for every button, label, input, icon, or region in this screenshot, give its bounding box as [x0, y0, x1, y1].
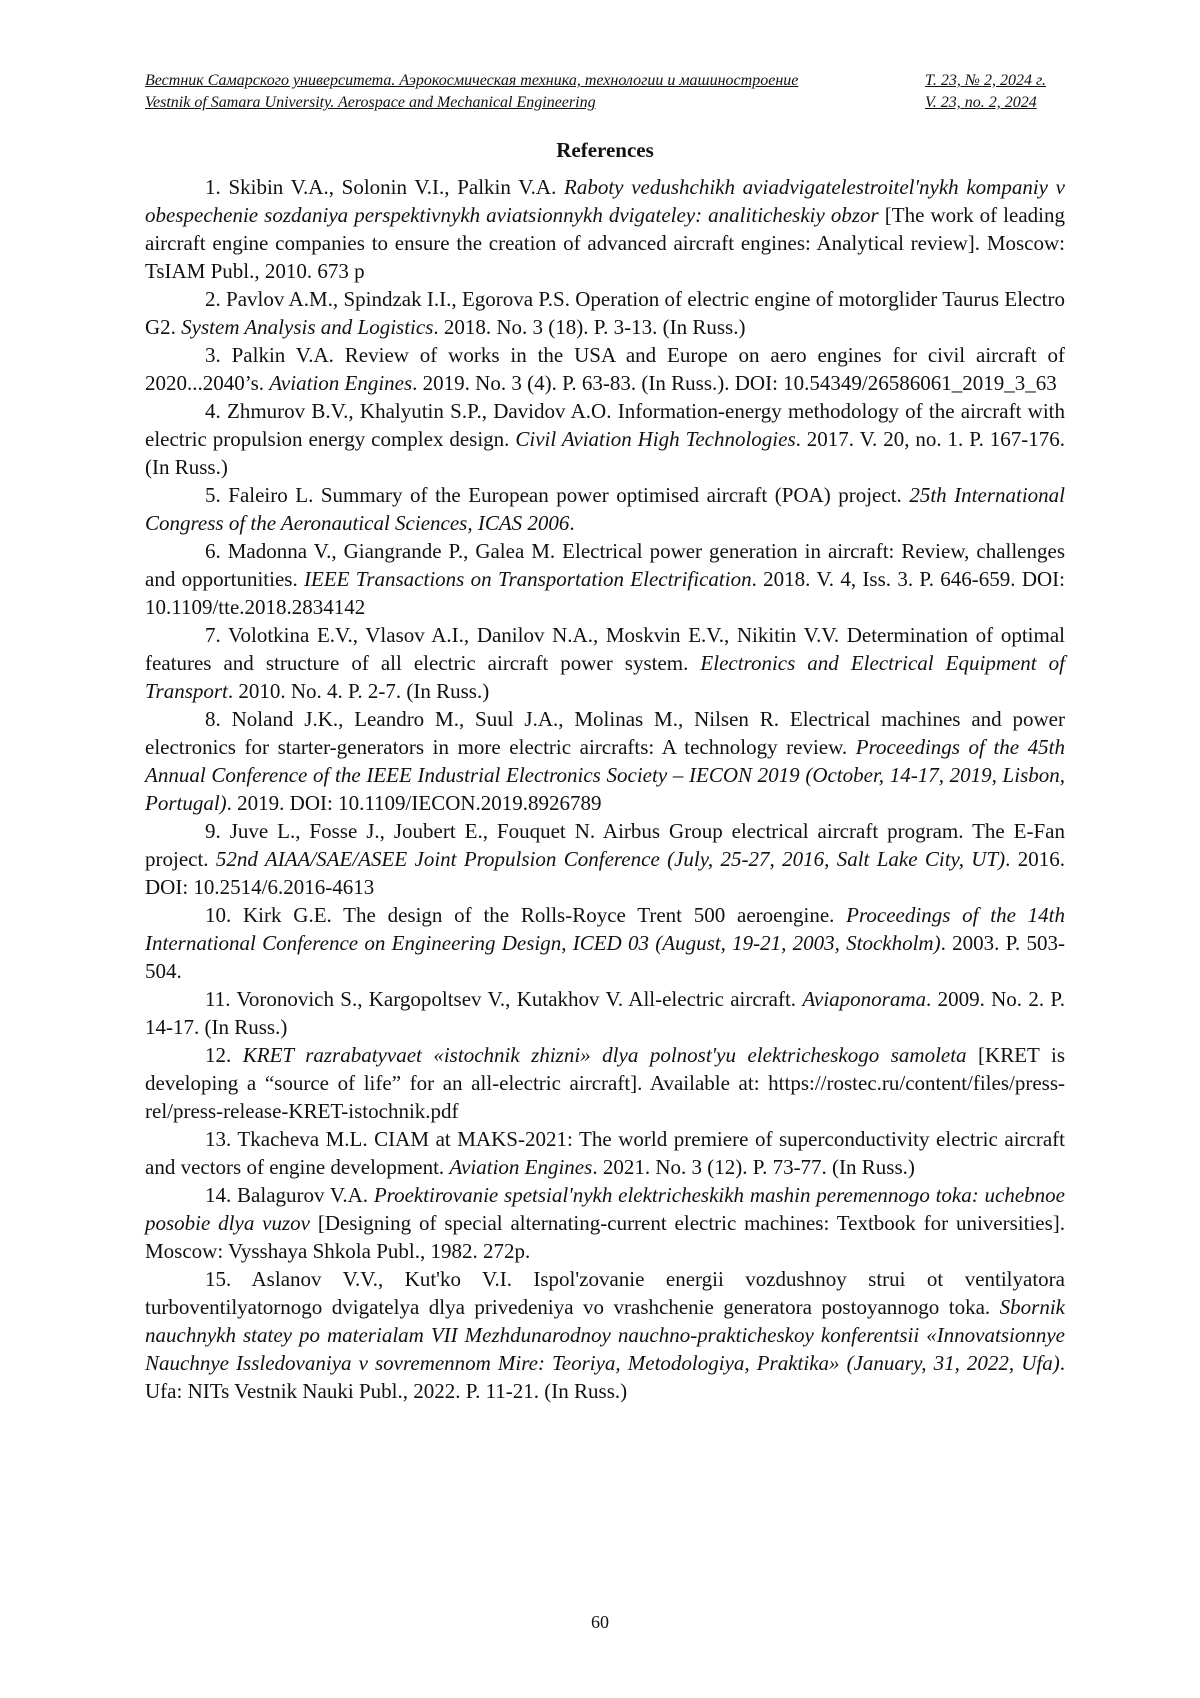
- journal-title-ru: Вестник Самарского университета. Аэрокосмическая техника, технологии и машиностроение: [145, 72, 799, 89]
- reference-item: 8. Noland J.K., Leandro M., Suul J.A., Molinas M., Nilsen R. Electrical machines and power electronics for starter-generators in more electric aircrafts: A technology review. Proceedings of the 45th Annual Conference of the IEEE Industrial Electronics Society – IECON 2019 (October, 14-17, 2019, Lisbon, Portugal). 2019. DOI: 10.1109/IECON.2019.8926789: [145, 707, 1066, 815]
- reference-item: 7. Volotkina E.V., Vlasov A.I., Danilov N.A., Moskvin E.V., Nikitin V.V. Determination of optimal features and structure of all electric aircraft power system. Electronics and Electrical Equipment of Transport. 2010. No. 4. P. 2-7. (In Russ.): [145, 623, 1065, 703]
- reference-item: 3. Palkin V.A. Review of works in the USA and Europe on aero engines for civil aircraft of 2020...2040’s. Aviation Engines. 2019. No. 3 (4). P. 63-83. (In Russ.). DOI: 10.54349/26586061_2019_3_63: [145, 343, 1065, 395]
- volume-en: V. 23, no. 2, 2024: [925, 94, 1037, 111]
- reference-item: 15. Aslanov V.V., Kut'ko V.I. Ispol'zovanie energii vozdushnoy strui ot ventilyatora turboventilyatornogo dvigatelya dlya privedeniya vo vrashchenie generatora postoyannogo toka. Sbornik nauchnykh statey po materialam VII Mezhdunarodnoy nauchno-prakticheskoy konferentsii «Innovatsionnye Nauchnye Issledovaniya v sovremennom Mire: Teoriya, Metodologiya, Praktika» (January, 31, 2022, Ufa). Ufa: NITs Vestnik Nauki Publ., 2022. P. 11-21. (In Russ.): [145, 1267, 1065, 1403]
- journal-title-en: Vestnik of Samara University. Aerospace and Mechanical Engineering: [145, 94, 596, 111]
- reference-item: 9. Juve L., Fosse J., Joubert E., Fouquet N. Airbus Group electrical aircraft program. The E-Fan project. 52nd AIAA/SAE/ASEE Joint Propulsion Conference (July, 25-27, 2016, Salt Lake City, UT). 2016. DOI: 10.2514/6.2016-4613: [145, 819, 1066, 899]
- page-number: 60: [591, 1612, 609, 1632]
- reference-item: 4. Zhmurov B.V., Khalyutin S.P., Davidov A.O. Information-energy methodology of the aircraft with electric propulsion energy complex design. Civil Aviation High Technologies. 2017. V. 20, no. 1. P. 167-176. (In Russ.): [145, 399, 1065, 479]
- reference-list: [145, 173, 1065, 1405]
- reference-item: 14. Balagurov V.A. Proektirovanie spetsial'nykh elektricheskikh mashin peremennogo toka: uchebnoe posobie dlya vuzov [Designing of special alternating-current electric machines: Textbook for universities]. Moscow: Vysshaya Shkola Publ., 1982. 272p.: [145, 1183, 1066, 1263]
- page: [145, 70, 1065, 1405]
- reference-item: 10. Kirk G.E. The design of the Rolls-Royce Trent 500 aeroengine. Proceedings of the 14th International Conference on Engineering Design, ICED 03 (August, 19-21, 2003, Stockholm). 2003. P. 503-504.: [145, 903, 1065, 983]
- running-header: [145, 70, 1065, 114]
- reference-item: 12. KRET razrabatyvaet «istochnik zhizni» dlya polnost'yu elektricheskogo samoleta [KRET is developing a “source of life” for an all-electric aircraft]. Available at: https://rostec.ru/content/files/press-rel/press-release-KRET-istochnik.pdf: [145, 1043, 1065, 1123]
- section-title: References: [556, 138, 654, 162]
- reference-item: 6. Madonna V., Giangrande P., Galea M. Electrical power generation in aircraft: Review, challenges and opportunities. IEEE Transactions on Transportation Electrification. 2018. V. 4, Iss. 3. P. 646-659. DOI: 10.1109/tte.2018.2834142: [145, 539, 1065, 619]
- reference-item: 13. Tkacheva M.L. CIAM at MAKS-2021: The world premiere of superconductivity electric aircraft and vectors of engine development. Aviation Engines. 2021. No. 3 (12). P. 73-77. (In Russ.): [145, 1127, 1065, 1179]
- reference-item: 2. Pavlov A.M., Spindzak I.I., Egorova P.S. Operation of electric engine of motorglider Taurus Electro G2. System Analysis and Logistics. 2018. No. 3 (18). P. 3-13. (In Russ.): [145, 287, 1065, 339]
- reference-item: 5. Faleiro L. Summary of the European power optimised aircraft (POA) project. 25th International Congress of the Aeronautical Sciences, ICAS 2006.: [145, 483, 1065, 535]
- volume-ru: Т. 23, № 2, 2024 г.: [925, 72, 1047, 89]
- reference-item: 11. Voronovich S., Kargopoltsev V., Kutakhov V. All-electric aircraft. Aviaponorama. 2009. No. 2. P. 14-17. (In Russ.): [145, 987, 1065, 1039]
- reference-item: 1. Skibin V.A., Solonin V.I., Palkin V.A. Raboty vedushchikh aviadvigatelestroitel'nykh kompaniy v obespechenie sozdaniya perspektivnykh aviatsionnykh dvigateley: analiticheskiy obzor [The work of leading aircraft engine companies to ensure the creation of advanced aircraft engines: Analytical review]. Moscow: TsIAM Publ., 2010. 673 p: [145, 175, 1065, 283]
